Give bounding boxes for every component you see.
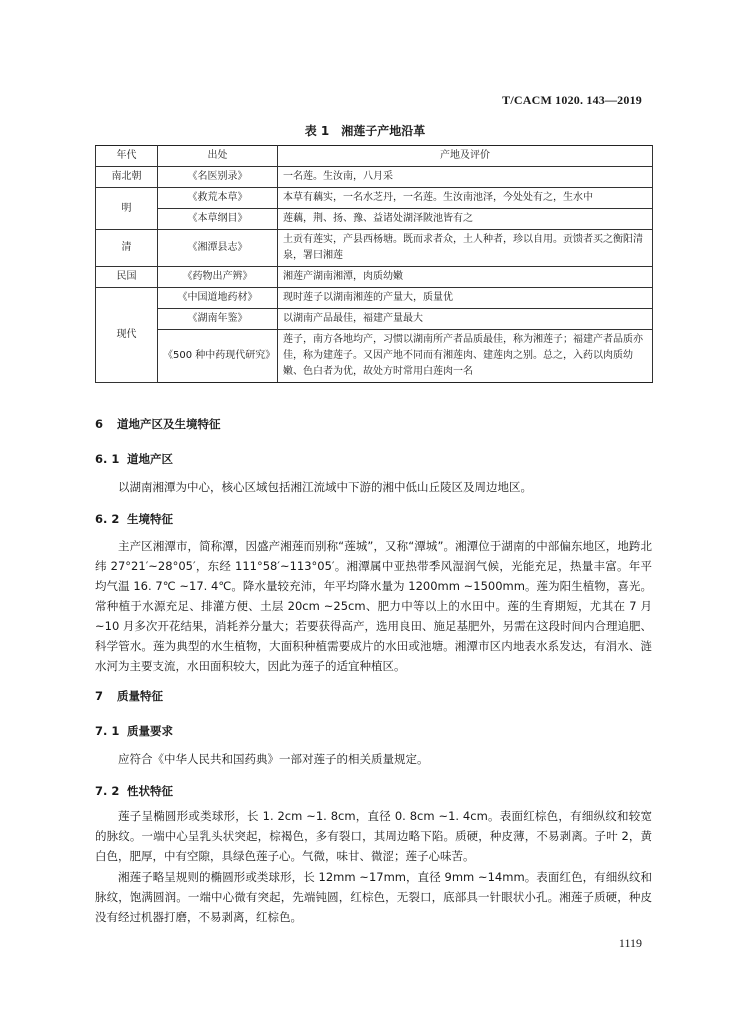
evaluation-cell: 一名莲。生汝南，八月采 xyxy=(278,167,653,188)
section-heading: 7. 1 质量要求 xyxy=(95,724,173,738)
table-row xyxy=(96,288,653,309)
paragraph: 湘莲子略呈规则的椭圆形或类球形，长 12mm ~17mm，直径 9mm ~14mm。表面红色，有细纵纹和脉纹，饱满圆润。一端中心微有突起，先端钝圆，红棕色，无裂口，底部具一针眼状小孔。湘莲子质硬，种皮没有经过机器打磨，不易剥离，红棕色。 xyxy=(95,870,652,924)
era-cell: 明 xyxy=(96,188,158,230)
table-row xyxy=(96,267,653,288)
section-heading: 6. 1 道地产区 xyxy=(95,452,173,466)
paragraph: 应符合《中华人民共和国药典》一部对莲子的相关质量规定。 xyxy=(118,752,429,766)
source-cell: 《药物出产辨》 xyxy=(158,267,278,288)
table-row xyxy=(96,330,653,383)
table-row xyxy=(96,309,653,330)
origin-history-table xyxy=(95,145,653,383)
era-cell: 民国 xyxy=(96,267,158,288)
source-cell: 《名医别录》 xyxy=(158,167,278,188)
source-cell: 《湖南年鉴》 xyxy=(158,309,278,330)
evaluation-cell: 莲藕，荆、扬、豫、益诸处湖泽陂池皆有之 xyxy=(278,209,653,230)
evaluation-cell: 湘莲产湖南湘潭，肉质幼嫩 xyxy=(278,267,653,288)
column-header-era: 年代 xyxy=(96,146,158,167)
era-cell: 清 xyxy=(96,230,158,267)
era-cell: 现代 xyxy=(96,288,158,383)
page-number: 1119 xyxy=(618,936,642,950)
section-heading: 7 质量特征 xyxy=(95,689,163,703)
source-cell: 《500 种中药现代研究》 xyxy=(158,330,278,383)
paragraph: 主产区湘潭市，简称潭，因盛产湘莲而别称“莲城”，又称“潭城”。湘潭位于湖南的中部偏东地区，地跨北纬 27°21′~28°05′，东经 111°58′~113°05′。湘潭属中亚热带季风湿润气候，光能充足，热量丰富。年平均气温 16. 7℃ ~17. 4℃。降水量较充沛，年平均降水量为 1200mm ~1500mm。莲为阳生植物，喜光。常种植于水源充足、排灌方便、土层 20cm ~25cm、肥力中等以上的水田中。莲的生育期短，尤其在 7 月 ~10 月多次开花结果，消耗养分量大；若要获得高产，选用良田、施足基肥外，另需在这段时间内合理追肥、科学管水。莲为典型的水生植物，大面积种植需要成片的水田或池塘。湘潭市区内地表水系发达，有涓水、涟水河为主要支流，水田面积较大，因此为莲子的适宜种植区。 xyxy=(95,539,652,673)
paragraph: 以湖南湘潭为中心，核心区域包括湘江流域中下游的湘中低山丘陵区及周边地区。 xyxy=(118,480,532,494)
table-row xyxy=(96,209,653,230)
table-row xyxy=(96,167,653,188)
table-title: 表 1 湘莲子产地沿革 xyxy=(304,124,426,138)
table-row xyxy=(96,230,653,267)
section-heading: 7. 2 性状特征 xyxy=(95,784,173,798)
source-cell: 《湘潭县志》 xyxy=(158,230,278,267)
source-cell: 《本草纲目》 xyxy=(158,209,278,230)
evaluation-cell: 本草有藕实，一名水芝丹，一名莲。生汝南池泽，今处处有之，生水中 xyxy=(278,188,653,209)
source-cell: 《中国道地药材》 xyxy=(158,288,278,309)
section-heading: 6 道地产区及生境特征 xyxy=(95,417,221,431)
era-cell: 南北朝 xyxy=(96,167,158,188)
column-header-evaluation: 产地及评价 xyxy=(278,146,653,167)
evaluation-cell: 以湖南产品最佳，福建产量最大 xyxy=(278,309,653,330)
source-cell: 《救荒本草》 xyxy=(158,188,278,209)
section-heading: 6. 2 生境特征 xyxy=(95,512,173,526)
column-header-source: 出处 xyxy=(158,146,278,167)
table-header-row xyxy=(96,146,653,167)
evaluation-cell: 莲子，南方各地均产，习惯以湖南所产者品质最佳，称为湘莲子；福建产者品质亦佳，称为建莲子。又因产地不同而有湘莲肉、建莲肉之别。总之，入药以肉质幼嫩、色白者为优，故处方时常用白莲肉一名 xyxy=(278,330,653,383)
paragraph: 莲子呈椭圆形或类球形，长 1. 2cm ~1. 8cm，直径 0. 8cm ~1. 4cm。表面红棕色，有细纵纹和较宽的脉纹。一端中心呈乳头状突起，棕褐色，多有裂口，其周边略下陷。质硬，种皮薄，不易剥离。子叶 2，黄白色，肥厚，中有空隙，具绿色莲子心。气微，味甘、微涩；莲子心味苦。 xyxy=(95,809,652,863)
evaluation-cell: 土贡有莲实，产县西杨塘。既而求者众，土人种者，珍以自用。贡馈者买之衡阳清泉，署曰湘莲 xyxy=(278,230,653,267)
standard-code: T/CACM 1020. 143—2019 xyxy=(502,93,642,107)
table-row xyxy=(96,188,653,209)
evaluation-cell: 现时莲子以湖南湘莲的产量大，质量优 xyxy=(278,288,653,309)
